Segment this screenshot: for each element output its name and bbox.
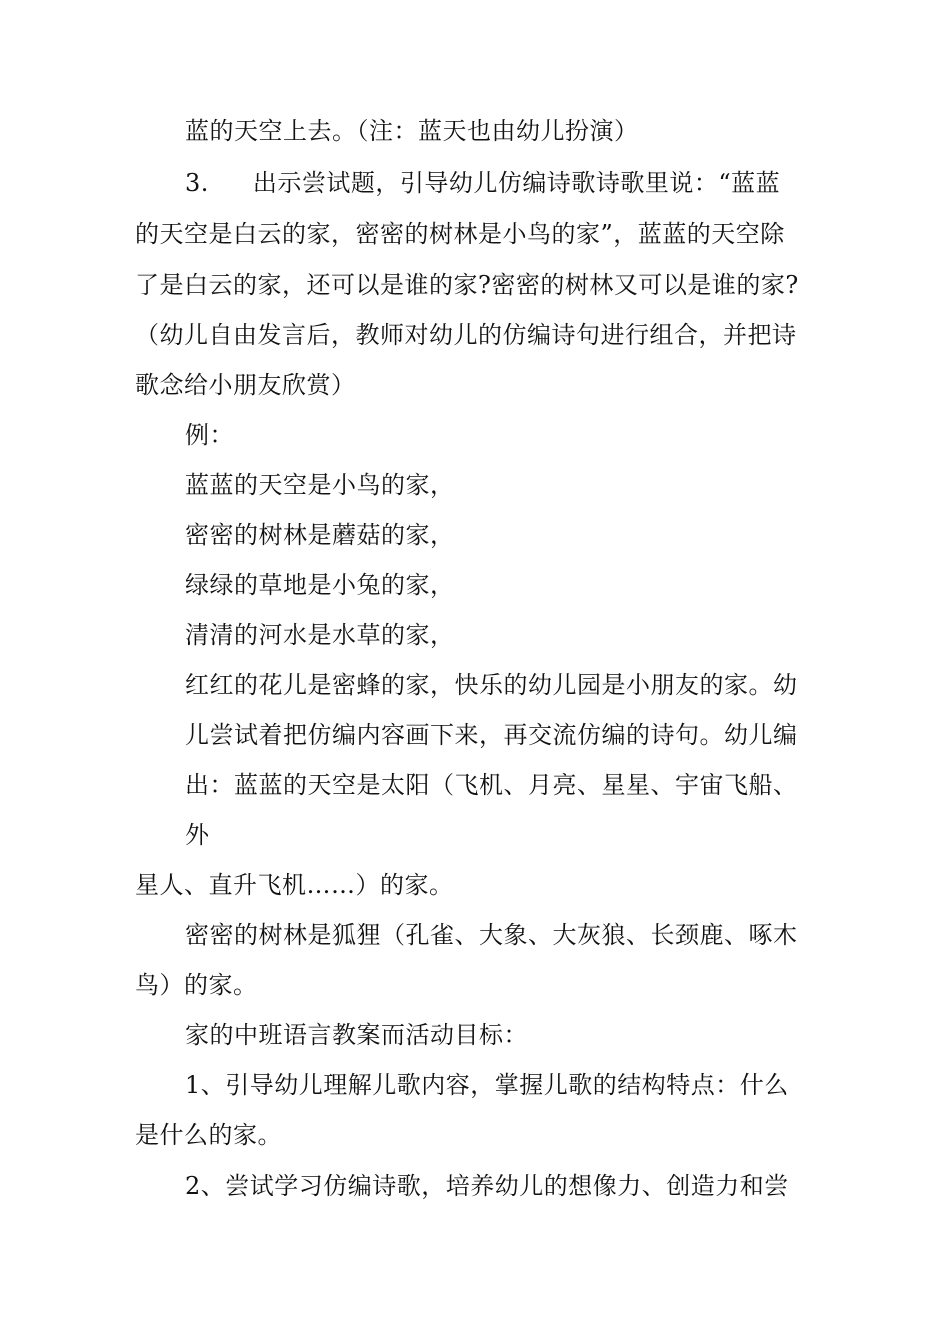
text-line: 鸟）的家。 (135, 971, 258, 999)
item-number: 3. (185, 169, 209, 197)
numbered-paragraph-start (185, 168, 885, 198)
text-line: 星人、直升飞机……）的家。 (135, 871, 454, 899)
objective-item: 1、引导幼儿理解儿歌内容，掌握儿歌的结构特点：什么 (185, 1071, 789, 1099)
poem-line: 清清的河水是水草的家， (185, 621, 455, 649)
poem-line: 蓝蓝的天空是小鸟的家， (185, 471, 455, 499)
text-line: 歌念给小朋友欣赏） (135, 371, 356, 399)
poem-line: 红红的花儿是密蜂的家，快乐的幼儿园是小朋友的家。幼 (185, 671, 798, 699)
text-line: 的天空是白云的家，密密的树林是小鸟的家”，蓝蓝的天空除 (135, 220, 785, 248)
section-heading: 家的中班语言教案而活动目标： (185, 1021, 528, 1049)
objective-item: 2、尝试学习仿编诗歌，培养幼儿的想像力、创造力和尝 (185, 1172, 789, 1200)
text-line: 密密的树林是狐狸（孔雀、大象、大灰狼、长颈鹿、啄木 (185, 921, 798, 949)
example-label: 例： (185, 421, 234, 449)
text-line: 外 (185, 821, 210, 849)
text-line: 是什么的家。 (135, 1121, 282, 1149)
text-line: 蓝的天空上去。（注：蓝天也由幼儿扮演） (185, 117, 639, 145)
text-line: 出示尝试题，引导幼儿仿编诗歌诗歌里说：“蓝蓝 (252, 169, 781, 197)
text-line: 了是白云的家，还可以是谁的家?密密的树林又可以是谁的家? (135, 271, 799, 299)
text-line: 儿尝试着把仿编内容画下来，再交流仿编的诗句。幼儿编 (185, 721, 798, 749)
text-line: （幼儿自由发言后，教师对幼儿的仿编诗句进行组合，并把诗 (135, 321, 797, 349)
poem-line: 绿绿的草地是小兔的家， (185, 571, 455, 599)
text-line: 出：蓝蓝的天空是太阳（飞机、月亮、星星、宇宙飞船、 (185, 771, 798, 799)
poem-line: 密密的树林是蘑菇的家， (185, 521, 455, 549)
